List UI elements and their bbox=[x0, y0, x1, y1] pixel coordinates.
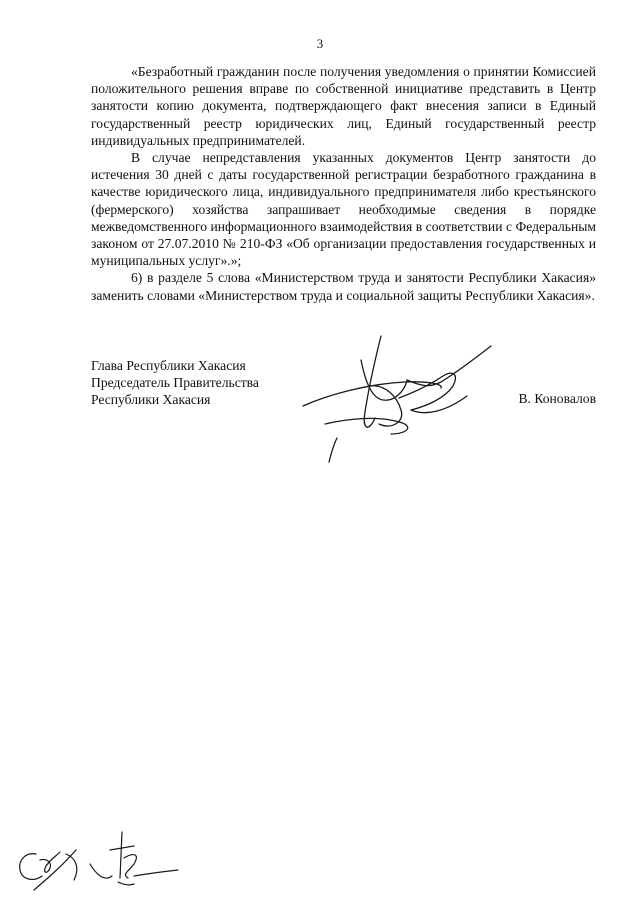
handwritten-signature bbox=[295, 326, 495, 466]
document-body bbox=[91, 63, 596, 304]
paragraph-1: «Безработный гражданин после получения уведомления о принятии Комиссией положительного решения вправе по собственной инициативе представить в Центр занятости копию документа, подтверждающего факт внесения записи в Единый государственный реестр юридических лиц, Единый государственный реестр индивидуальных предпринимателей. bbox=[91, 64, 596, 148]
signer-title-line-1: Глава Республики Хакасия bbox=[91, 358, 246, 373]
signer-title bbox=[91, 357, 259, 409]
page-number: 3 bbox=[316, 36, 324, 51]
signer-title-line-3: Республики Хакасия bbox=[91, 392, 211, 408]
signer-name: В. Коновалов bbox=[518, 391, 596, 406]
handwritten-initials bbox=[10, 826, 185, 896]
paragraph-3: 6) в разделе 5 слова «Министерством труда и занятости Республики Хакасия» заменить словами «Министерством труда и социальной защиты Республики Хакасия». bbox=[91, 270, 596, 303]
signer-title-line-2: Председатель Правительства bbox=[91, 375, 259, 391]
paragraph-2: В случае непредставления указанных документов Центр занятости до истечения 30 дней с даты государственной регистрации безработного гражданина в качестве юридического лица, индивидуального предпринимателя либо крестьянского (фермерского) хозяйства запрашивает необходимые сведения в порядке межведомственного информационного взаимодействия в соответствии с Федеральным законом от 27.07.2010 № 210-ФЗ «Об организации предоставления государственных и муниципальных услуг».»; bbox=[91, 150, 596, 269]
